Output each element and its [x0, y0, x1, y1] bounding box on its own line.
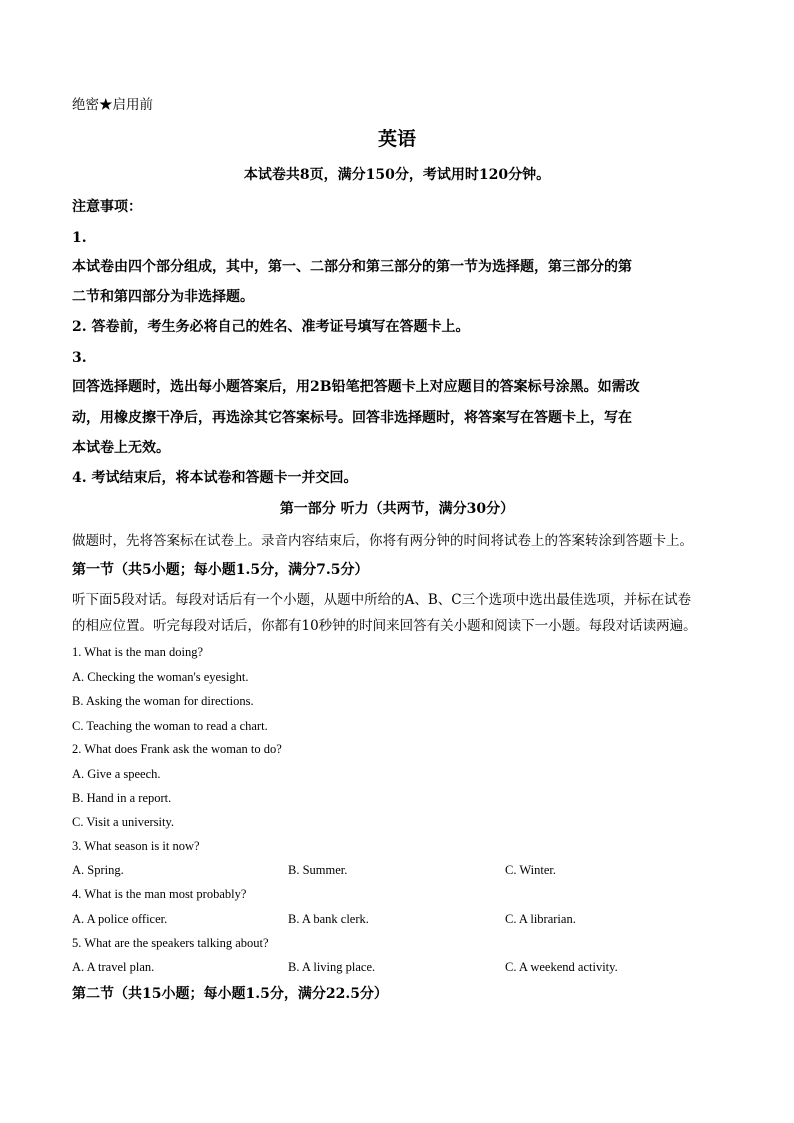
question-5-stem: 5. What are the speakers talking about?	[72, 936, 269, 950]
confidential-label: 绝密★启用前	[72, 97, 153, 113]
notice-item-2: 2. 答卷前，考生务必将自己的姓名、准考证号填写在答题卡上。	[72, 319, 470, 335]
question-3-option-c: C. Winter.	[505, 863, 557, 877]
notice-item-1-line-1: 本试卷由四个部分组成，其中，第一、二部分和第三部分的第一节为选择题，第三部分的第	[72, 259, 632, 275]
question-3-option-a: A. Spring.	[72, 863, 124, 877]
notice-item-3-line-3: 本试卷上无效。	[72, 440, 170, 456]
question-1-stem: 1. What is the man doing?	[72, 645, 203, 659]
notice-item-3-line-2: 动，用橡皮擦干净后，再选涂其它答案标号。回答非选择题时，将答案写在答题卡上，写在	[72, 410, 632, 426]
exam-subtitle: 本试卷共8页，满分150分，考试用时120分钟。	[243, 167, 551, 183]
section2-heading: 第二节（共15小题；每小题1.5分，满分22.5分）	[72, 986, 388, 1002]
section1-instructions-line-2: 的相应位置。听完每段对话后，你都有10秒钟的时间来回答有关小题和阅读下一小题。每段对话读两遍。	[72, 618, 697, 634]
question-2-option-b: B. Hand in a report.	[72, 791, 172, 805]
section1-heading: 第一节（共5小题；每小题1.5分，满分7.5分）	[72, 562, 369, 578]
question-1-option-c: C. Teaching the woman to read a chart.	[72, 719, 268, 733]
part1-heading: 第一部分 听力（共两节，满分30分）	[279, 501, 515, 517]
exam-title: 英语	[377, 128, 416, 150]
notice-item-3-line-1: 回答选择题时，选出每小题答案后，用2B铅笔把答题卡上对应题目的答案标号涂黑。如需改	[72, 379, 640, 395]
question-5-option-b: B. A living place.	[288, 960, 376, 974]
notice-item-1-number: 1.	[72, 230, 87, 246]
question-1-option-a: A. Checking the woman's eyesight.	[72, 670, 249, 684]
part1-intro: 做题时，先将答案标在试卷上。录音内容结束后，你将有两分钟的时间将试卷上的答案转涂到答题卡上。	[72, 533, 693, 549]
notice-item-3-number: 3.	[72, 350, 87, 366]
notice-item-1-line-2: 二节和第四部分为非选择题。	[72, 289, 254, 305]
question-4-option-a: A. A police officer.	[72, 912, 168, 926]
question-1-option-b: B. Asking the woman for directions.	[72, 694, 254, 708]
question-5-option-c: C. A weekend activity.	[505, 960, 618, 974]
notice-item-4: 4. 考试结束后，将本试卷和答题卡一并交回。	[72, 470, 358, 486]
question-4-stem: 4. What is the man most probably?	[72, 887, 247, 901]
question-3-stem: 3. What season is it now?	[72, 839, 200, 853]
question-2-option-c: C. Visit a university.	[72, 815, 175, 829]
section1-instructions-line-1: 听下面5段对话。每段对话后有一个小题，从题中所给的A、B、C三个选项中选出最佳选项，并标在试卷	[72, 592, 692, 608]
question-5-option-a: A. A travel plan.	[72, 960, 155, 974]
notice-heading: 注意事项：	[72, 199, 142, 215]
question-2-stem: 2. What does Frank ask the woman to do?	[72, 742, 282, 756]
question-2-option-a: A. Give a speech.	[72, 767, 161, 781]
question-3-option-b: B. Summer.	[288, 863, 348, 877]
question-4-option-b: B. A bank clerk.	[288, 912, 369, 926]
question-4-option-c: C. A librarian.	[505, 912, 576, 926]
